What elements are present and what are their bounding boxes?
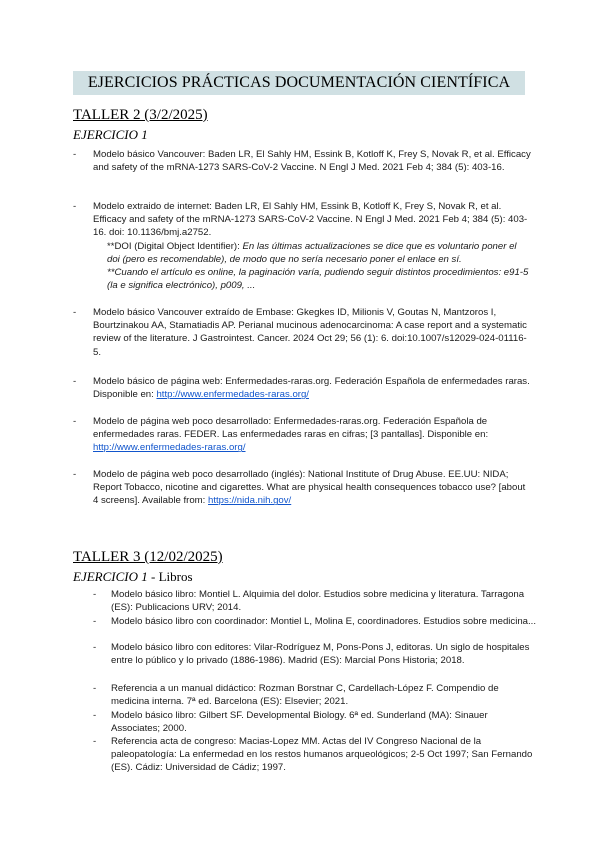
web-link[interactable]: http://www.enfermedades-raras.org/ <box>156 389 309 401</box>
list-item-text: Modelo de página web poco desarrollado (inglés): National Institute of Drug Abuse. EE.UU: NIDA; Report Tobacco, nicotine and cigarettes. What are physical health consequences tobacco use? [about 4 screens]. Available from: <box>93 469 526 507</box>
taller3-ejercicio-suffix: - Libros <box>147 569 193 584</box>
list-item-text: Modelo de página web poco desarrollado: Enfermedades-raras.org. Federación Española de enfermedades raras. FEDER. Las enfermedades raras en cifras; [3 pantallas]. Disponible en: <box>93 416 489 441</box>
list-bullet: - <box>93 683 97 694</box>
taller2-heading: TALLER 2 (3/2/2025) <box>73 107 208 123</box>
taller2-ejercicio-heading: EJERCICIO 1 <box>73 127 148 142</box>
list-bullet: - <box>93 710 97 721</box>
list-item: Referencia a un manual didáctico: Rozman Borstnar C, Cardellach-López F. Compendio de medicina interna. 7ª ed. Barcelona (ES): Elsevier; 2021. <box>111 683 499 708</box>
taller3-ejercicio-heading <box>73 569 193 585</box>
list-item <box>93 468 533 508</box>
list-item: Modelo básico Vancouver extraído de Embase: Gkegkes ID, Milionis V, Goutas N, Mantzoros I, Bourtzinakou AA, Stamatiadis AP. Perianal mucinous adenocarcinoma: A case report and a systematic review of the literature. J Gastrointest. Cancer. 2024 Oct 29; 56 (1): 6. doi:10.1007/s12029-024-01116-5. <box>93 307 527 358</box>
doi-note <box>107 240 532 266</box>
list-bullet: - <box>93 589 97 600</box>
taller3-heading: TALLER 3 (12/02/2025) <box>73 549 223 565</box>
list-bullet: - <box>73 376 77 387</box>
list-item: Modelo básico libro: Gilbert SF. Developmental Biology. 6ª ed. Sunderland (MA): Sinauer Associates; 2000. <box>111 710 488 735</box>
web-link[interactable]: http://www.enfermedades-raras.org/ <box>93 442 246 454</box>
list-bullet: - <box>73 307 77 318</box>
list-item: Modelo básico libro con coordinador: Montiel L, Molina E, coordinadores. Estudios sobre medicina... <box>111 616 537 627</box>
list-item <box>93 415 533 455</box>
document-title: EJERCICIOS PRÁCTICAS DOCUMENTACIÓN CIENTÍFICA <box>73 71 525 95</box>
list-bullet: - <box>93 642 97 653</box>
web-link[interactable]: https://nida.nih.gov/ <box>208 495 292 507</box>
doi-note-text: En las últimas actualizaciones se dice que es voluntario poner el doi (pero es recomendable), de modo que no sería necesario poner el enlace en sí. <box>107 241 517 266</box>
taller3-ejercicio-label: EJERCICIO 1 <box>73 569 148 584</box>
doi-note-label: **DOI (Digital Object Identifier): <box>107 241 243 252</box>
list-item: Referencia acta de congreso: Macias-Lopez MM. Actas del IV Congreso Nacional de la paleopatología: La enfermedad en los restos humanos arqueológicos; 2-5 Oct 1997; San Fernando (ES). Cádiz: Universidad de Cádiz; 1997. <box>111 736 533 774</box>
list-item: Modelo básico libro con editores: Vilar-Rodríguez M, Pons-Pons J, editoras. Un siglo de hospitales entre lo público y lo privado (1886-1986). Madrid (ES): Marcial Pons Historia; 2018. <box>111 642 530 667</box>
list-item-text: Modelo básico de página web: Enfermedades-raras.org. Federación Española de enfermedades raras. Disponible en: <box>93 376 530 401</box>
list-bullet: - <box>73 201 77 212</box>
list-item: Modelo básico libro: Montiel L. Alquimia del dolor. Estudios sobre medicina y literatura. Tarragona (ES): Publicacions URV; 2014. <box>111 589 525 614</box>
list-item <box>93 375 533 401</box>
list-bullet: - <box>93 736 97 747</box>
list-item: Modelo básico Vancouver: Baden LR, El Sahly HM, Essink B, Kotloff K, Frey S, Novak R, et al. Efficacy and safety of the mRNA-1273 SARS-CoV-2 Vaccine. N Engl J Med. 2021 Feb 4; 384 (5): 403-16. <box>93 149 531 174</box>
list-bullet: - <box>73 469 77 480</box>
list-bullet: - <box>93 616 97 627</box>
list-item: Modelo extraido de internet: Baden LR, El Sahly HM, Essink B, Kotloff K, Frey S, Novak R, et al. Efficacy and safety of the mRNA-1273 SARS-CoV-2 Vaccine. N Engl J Med. 2021 Feb 4; 384 (5): 403-16. doi: 10.1136/bmj.a2752. <box>93 201 528 239</box>
list-bullet: - <box>73 416 77 427</box>
pagination-note: **Cuando el artículo es online, la paginación varía, pudiendo seguir distintos procedimientos: e91-5 (la e significa electrónico), p009, ... <box>107 267 529 292</box>
list-bullet: - <box>73 149 77 160</box>
